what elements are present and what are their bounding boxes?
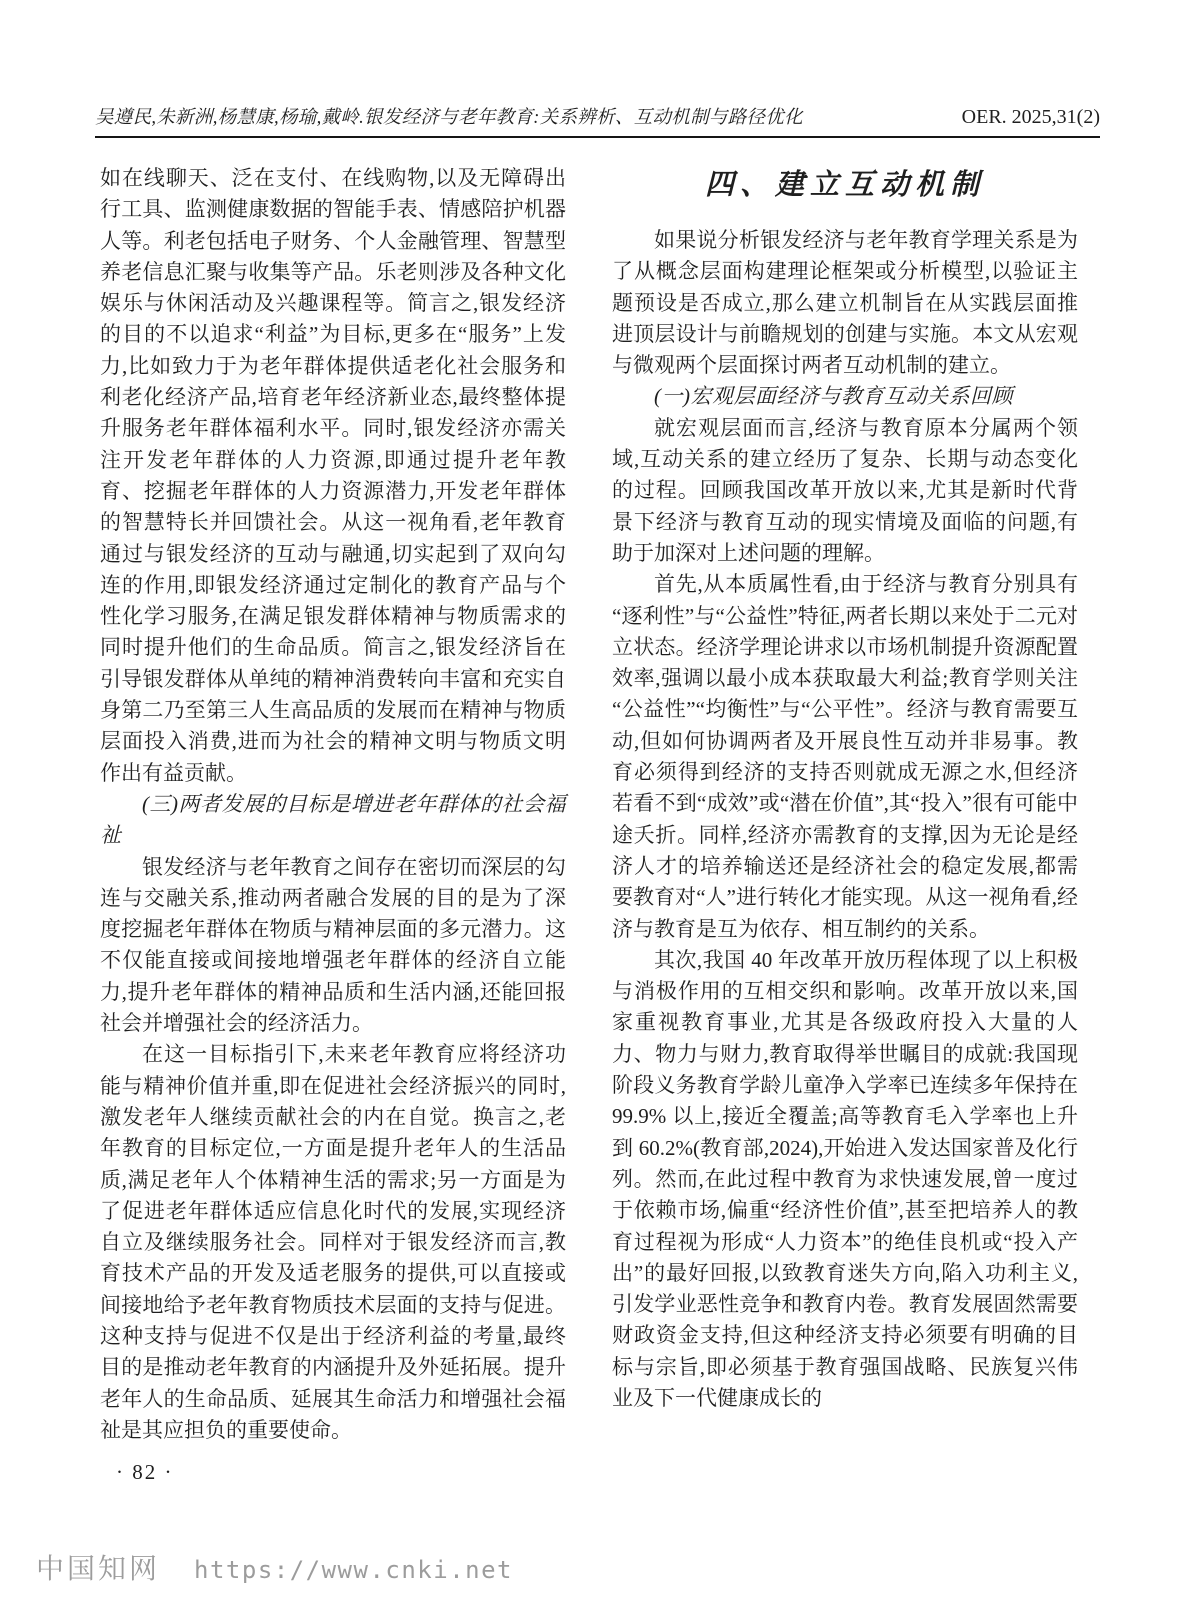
cnki-site-name: 中国知网	[36, 1554, 161, 1585]
paragraph: 首先,从本质属性看,由于经济与教育分别具有“逐利性”与“公益性”特征,两者长期以来处于二元对立状态。经济学理论讲求以市场机制提升资源配置效率,强调以最小成本获取最大利益;教育学则关注“公益性”“均衡性”与“公平性”。经济与教育需要互动,但如何协调两者及开展良性互动并非易事。教育必须得到经济的支持否则就成无源之水,但经济若看不到“成效”或“潜在价值”,其“投入”很有可能中途夭折。同样,经济亦需教育的支撑,因为无论是经济人才的培养输送还是经济社会的稳定发展,都需要教育对“人”进行转化才能实现。从这一视角看,经济与教育是互为依存、相互制约的关系。	[612, 572, 1078, 941]
paragraph: 如在线聊天、泛在支付、在线购物,以及无障碍出行工具、监测健康数据的智能手表、情感陪护机器人等。利老包括电子财务、个人金融管理、智慧型养老信息汇聚与收集等产品。乐老则涉及各种文化娱乐与休闲活动及兴趣课程等。简言之,银发经济的目的不以追求“利益”为目标,更多在“服务”上发力,比如致力于为老年群体提供适老化社会服务和利老化经济产品,培育老年经济新业态,最终整体提升服务老年群体福利水平。同时,银发经济亦需关注开发老年群体的人力资源,即通过提升老年教育、挖掘老年群体的人力资源潜力,开发老年群体的智慧特长并回馈社会。从这一视角看,老年教育通过与银发经济的互动与融通,切实起到了双向勾连的作用,即银发经济通过定制化的教育产品与个性化学习服务,在满足银发群体精神与物质需求的同时提升他们的生命品质。简言之,银发经济旨在引导银发群体从单纯的精神消费转向丰富和充实自身第二乃至第三人生高品质的发展而在精神与物质层面投入消费,进而为社会的精神文明与物质文明作出有益贡献。	[100, 166, 566, 785]
subheading: (一)宏观层面经济与教育互动关系回顾	[654, 384, 1013, 409]
cnki-site-url: https://www.cnki.net	[194, 1556, 513, 1584]
section-heading: 四、建立互动机制	[704, 169, 985, 201]
paragraph: 其次,我国 40 年改革开放历程体现了以上积极与消极作用的互相交织和影响。改革开放以来,国家重视教育事业,尤其是各级政府投入大量的人力、物力与财力,教育取得举世瞩目的成就:我国现阶段义务教育学龄儿童净入学率已连续多年保持在 99.9% 以上,接近全覆盖;高等教育毛入学率也上升到 60.2%(教育部,2024),开始进入发达国家普及化行列。然而,在此过程中教育为求快速发展,曾一度过于依赖市场,偏重“经济性价值”,甚至把培养人的教育过程视为形成“人力资本”的绝佳良机或“投入产出”的最好回报,以致教育迷失方向,陷入功利主义,引发学业恶性竞争和教育内卷。教育发展固然需要财政资金支持,但这种经济支持必须要有明确的目标与宗旨,即必须基于教育强国战略、民族复兴伟业及下一代健康成长的	[612, 947, 1078, 1410]
left-column	[100, 163, 566, 1446]
page-header	[95, 103, 1100, 138]
cnki-watermark	[36, 1547, 513, 1587]
subheading: (三)两者发展的目标是增进老年群体的社会福祉	[100, 791, 566, 848]
paragraph: 银发经济与老年教育之间存在密切而深层的勾连与交融关系,推动两者融合发展的目的是为了深度挖掘老年群体在物质与精神层面的多元潜力。这不仅能直接或间接地增强老年群体的经济自立能力,提升老年群体的精神品质和生活内涵,还能回报社会并增强社会的经济活力。	[100, 854, 566, 1036]
running-title: 吴遵民,朱新洲,杨慧康,杨瑜,戴岭.银发经济与老年教育:关系辨析、互动机制与路径优化	[95, 108, 803, 128]
paragraph: 就宏观层面而言,经济与教育原本分属两个领域,互动关系的建立经历了复杂、长期与动态变化的过程。回顾我国改革开放以来,尤其是新时代背景下经济与教育互动的现实情境及面临的问题,有助于加深对上述问题的理解。	[612, 415, 1078, 565]
paragraph: 在这一目标指引下,未来老年教育应将经济功能与精神价值并重,即在促进社会经济振兴的同时,激发老年人继续贡献社会的内在自觉。换言之,老年教育的目标定位,一方面是提升老年人的生活品质,满足老年人个体精神生活的需求;另一方面是为了促进老年群体适应信息化时代的发展,实现经济自立及继续服务社会。同样对于银发经济而言,教育技术产品的开发及适老服务的提供,可以直接或间接地给予老年教育物质技术层面的支持与促进。这种支持与促进不仅是出于经济利益的考量,最终目的是推动老年教育的内涵提升及外延拓展。提升老年人的生命品质、延展其生命活力和增强社会福祉是其应担负的重要使命。	[100, 1042, 566, 1442]
paragraph: 如果说分析银发经济与老年教育学理关系是为了从概念层面构建理论框架或分析模型,以验证主题预设是否成立,那么建立机制旨在从实践层面推进顶层设计与前瞻规划的创建与实施。本文从宏观与微观两个层面探讨两者互动机制的建立。	[612, 228, 1078, 378]
journal-issue-ref: OER. 2025,31(2)	[961, 106, 1100, 128]
page-number: · 82 ·	[116, 1460, 174, 1484]
right-column	[612, 163, 1078, 1414]
